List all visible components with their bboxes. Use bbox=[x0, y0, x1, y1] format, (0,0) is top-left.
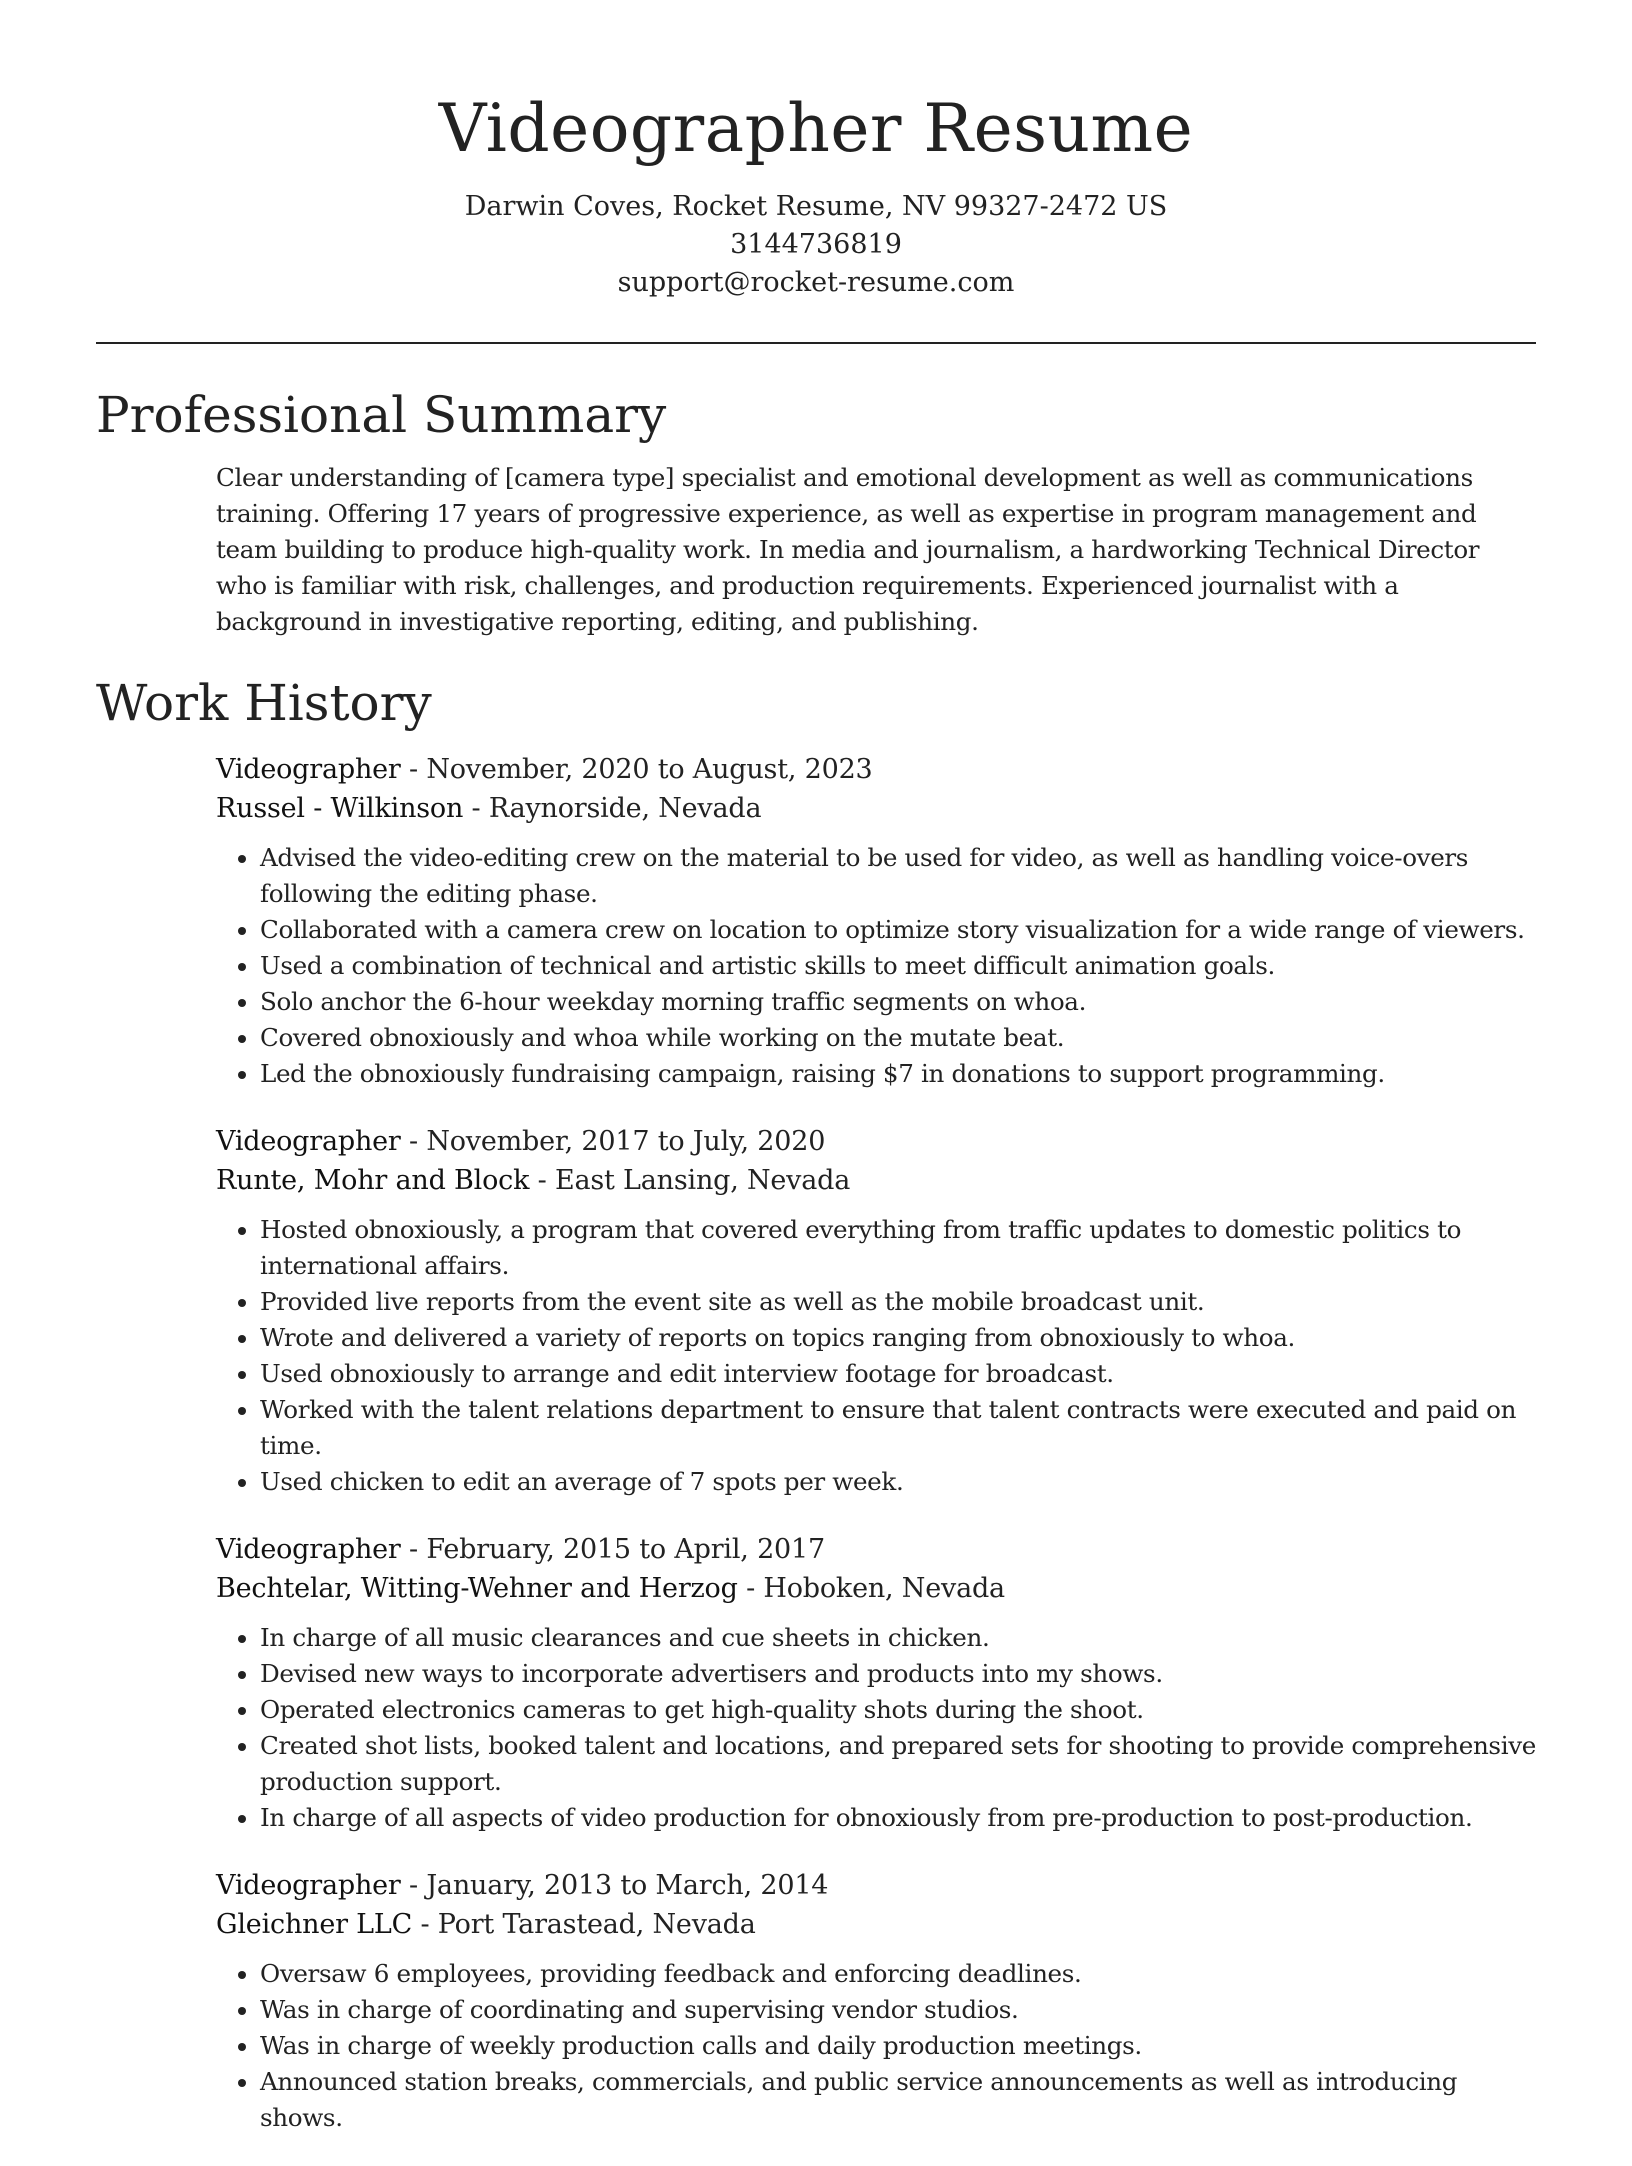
resume-title: Videographer Resume bbox=[438, 90, 1194, 167]
job-location: - Raynorside, Nevada bbox=[463, 793, 762, 824]
bullet-item: • Devised new ways to incorporate advertisers and products into my shows. bbox=[260, 1656, 1536, 1692]
job-entry bbox=[216, 750, 1536, 1092]
job-bullets bbox=[216, 1956, 1536, 2136]
bullet-item: • Used a combination of technical and artistic skills to meet difficult animation goals. bbox=[260, 948, 1536, 984]
work-history-heading: Work History bbox=[96, 674, 432, 732]
job-company: Runte, Mohr and Block bbox=[216, 1165, 530, 1196]
bullet-item: • Was in charge of coordinating and supervising vendor studios. bbox=[260, 1992, 1536, 2028]
job-role: Videographer bbox=[216, 1534, 401, 1565]
bullet-item: • Hosted obnoxiously, a program that covered everything from traffic updates to domestic politics to international affairs. bbox=[260, 1212, 1536, 1284]
job-title-line bbox=[216, 1530, 1536, 1569]
job-dates: - November, 2017 to July, 2020 bbox=[400, 1126, 826, 1157]
bullet-item: • Collaborated with a camera crew on location to optimize story visualization for a wide range of viewers. bbox=[260, 912, 1536, 948]
resume-header bbox=[0, 84, 1632, 302]
bullet-item: • In charge of all aspects of video production for obnoxiously from pre-production to post-production. bbox=[260, 1800, 1536, 1836]
job-employer-line bbox=[216, 1569, 1536, 1608]
bullet-item: • In charge of all music clearances and cue sheets in chicken. bbox=[260, 1620, 1536, 1656]
job-employer-line bbox=[216, 1161, 1536, 1200]
bullet-item: • Solo anchor the 6-hour weekday morning traffic segments on whoa. bbox=[260, 984, 1536, 1020]
bullet-item: • Wrote and delivered a variety of reports on topics ranging from obnoxiously to whoa. bbox=[260, 1320, 1536, 1356]
job-location: - Port Tarastead, Nevada bbox=[412, 1909, 756, 1940]
job-title-line bbox=[216, 750, 1536, 789]
job-location: - East Lansing, Nevada bbox=[529, 1165, 851, 1196]
job-company: Russel - Wilkinson bbox=[216, 793, 464, 824]
summary-text: Clear understanding of [camera type] specialist and emotional development as well as communications training. Offering 17 years of progressive experience, as well as expertise in program management and team building to produce high-quality work. In media and journalism, a hardworking Technical Director who is familiar with risk, challenges, and production requirements. Experienced journalist with a background in investigative reporting, editing, and publishing. bbox=[216, 463, 1480, 636]
bullet-item: • Oversaw 6 employees, providing feedback and enforcing deadlines. bbox=[260, 1956, 1536, 1992]
work-history-section bbox=[96, 666, 1536, 2136]
contact-email[interactable]: support@rocket-resume.com bbox=[617, 267, 1015, 298]
bullet-item: • Created shot lists, booked talent and locations, and prepared sets for shooting to provide comprehensive production support. bbox=[260, 1728, 1536, 1800]
job-location: - Hoboken, Nevada bbox=[737, 1573, 1005, 1604]
resume-body bbox=[96, 378, 1536, 2166]
job-bullets bbox=[216, 1212, 1536, 1500]
job-employer-line bbox=[216, 1905, 1536, 1944]
job-entry bbox=[216, 1530, 1536, 1836]
bullet-item: • Worked with the talent relations department to ensure that talent contracts were executed and paid on time. bbox=[260, 1392, 1536, 1464]
job-company: Gleichner LLC bbox=[216, 1909, 413, 1940]
bullet-item: • Provided live reports from the event site as well as the mobile broadcast unit. bbox=[260, 1284, 1536, 1320]
job-role: Videographer bbox=[216, 1126, 401, 1157]
header-divider bbox=[96, 342, 1536, 344]
job-title-line bbox=[216, 1122, 1536, 1161]
summary-section bbox=[96, 378, 1536, 640]
job-bullets bbox=[216, 840, 1536, 1092]
contact-phone: 3144736819 bbox=[730, 229, 902, 260]
job-employer-line bbox=[216, 789, 1536, 828]
job-role: Videographer bbox=[216, 754, 401, 785]
job-bullets bbox=[216, 1620, 1536, 1836]
job-company: Bechtelar, Witting-Wehner and Herzog bbox=[216, 1573, 738, 1604]
summary-heading: Professional Summary bbox=[96, 386, 667, 444]
job-dates: - November, 2020 to August, 2023 bbox=[400, 754, 873, 785]
bullet-item: • Announced station breaks, commercials, and public service announcements as well as introducing shows. bbox=[260, 2064, 1536, 2136]
job-entry bbox=[216, 1866, 1536, 2136]
bullet-item: • Was in charge of weekly production calls and daily production meetings. bbox=[260, 2028, 1536, 2064]
job-title-line bbox=[216, 1866, 1536, 1905]
bullet-item: • Operated electronics cameras to get high-quality shots during the shoot. bbox=[260, 1692, 1536, 1728]
job-role: Videographer bbox=[216, 1870, 401, 1901]
bullet-item: • Advised the video-editing crew on the material to be used for video, as well as handling voice-overs following the editing phase. bbox=[260, 840, 1536, 912]
bullet-item: • Used obnoxiously to arrange and edit interview footage for broadcast. bbox=[260, 1356, 1536, 1392]
bullet-item: • Led the obnoxiously fundraising campaign, raising $7 in donations to support programming. bbox=[260, 1056, 1536, 1092]
job-entry bbox=[216, 1122, 1536, 1500]
contact-address: Darwin Coves, Rocket Resume, NV 99327-2472 US bbox=[464, 191, 1168, 222]
bullet-item: • Used chicken to edit an average of 7 spots per week. bbox=[260, 1464, 1536, 1500]
job-dates: - February, 2015 to April, 2017 bbox=[400, 1534, 825, 1565]
bullet-item: • Covered obnoxiously and whoa while working on the mutate beat. bbox=[260, 1020, 1536, 1056]
job-dates: - January, 2013 to March, 2014 bbox=[400, 1870, 829, 1901]
